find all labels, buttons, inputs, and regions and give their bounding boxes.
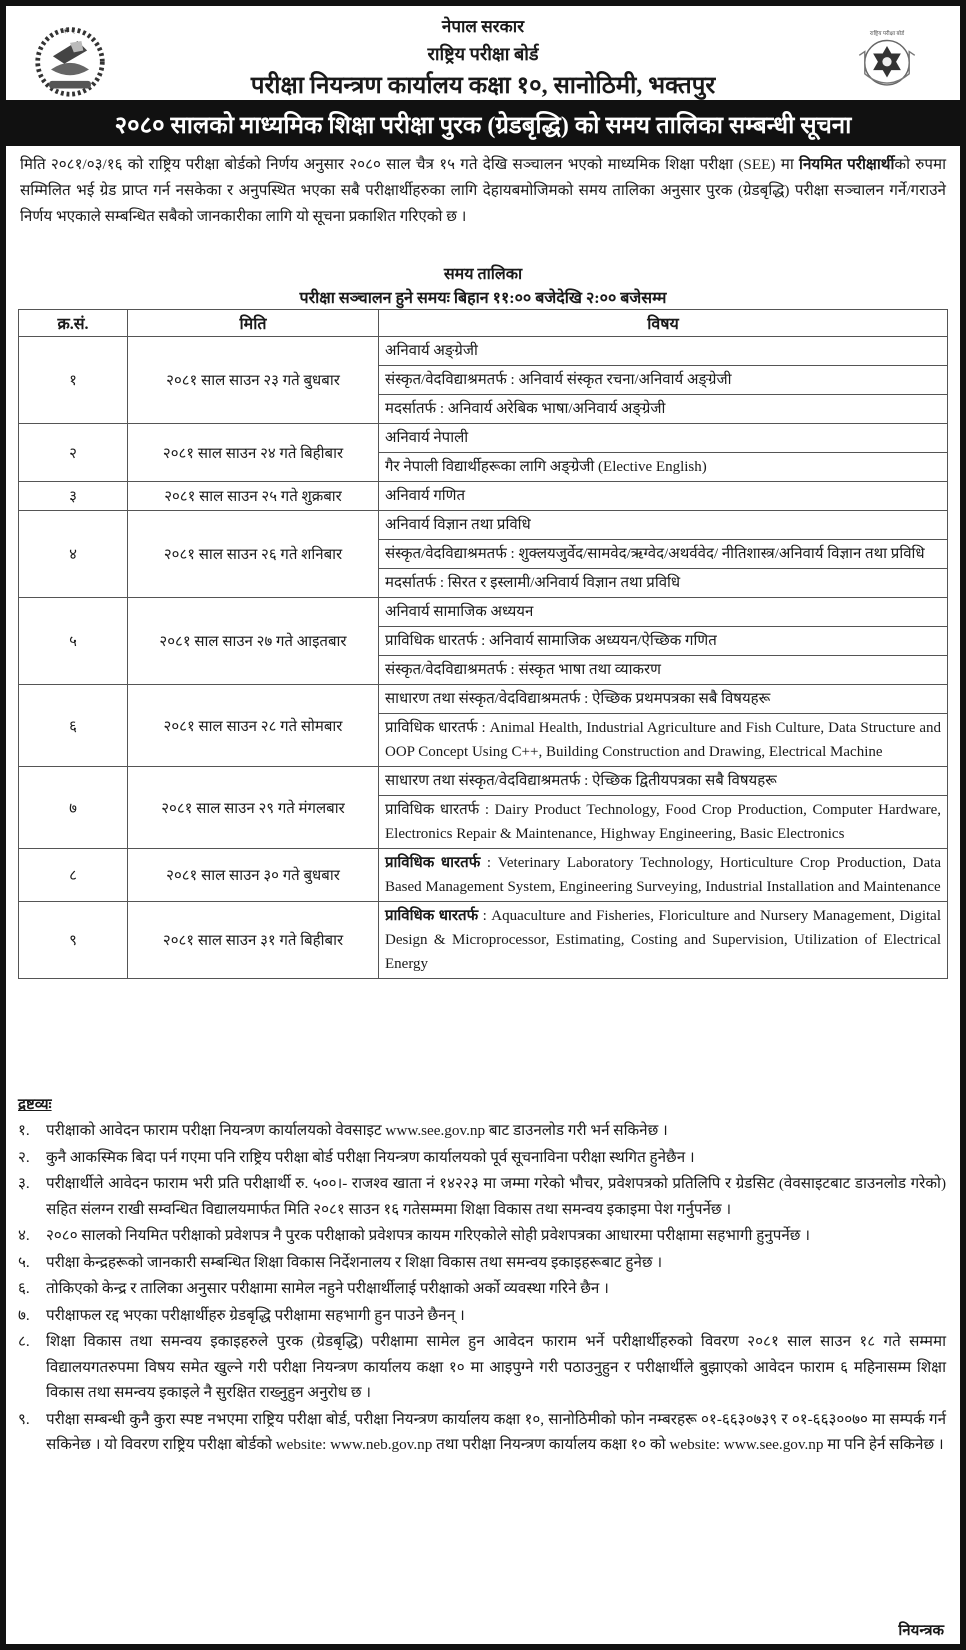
subject-text: संस्कृत/वेदविद्याश्रमतर्फ : अनिवार्य संस्कृत रचना/अनिवार्य अङ्ग्रेजी [385,372,732,388]
note-item [18,1145,946,1171]
table-row [19,598,948,685]
date-cell: २०८१ साल साउन २७ गते आइतबार [128,598,379,685]
subjects-cell [379,482,948,511]
subjects-cell [379,511,948,598]
subject-item [379,796,947,848]
note-item [18,1303,946,1329]
date-cell: २०८१ साल साउन ३१ गते बिहीबार [128,902,379,979]
table-row [19,337,948,424]
table-row [19,767,948,849]
note-number: ४. [18,1227,30,1244]
note-number: ७. [18,1306,30,1324]
subject-text: गैर नेपाली विद्यार्थीहरूका लागि अङ्ग्रेजी (Elective English) [385,459,707,475]
subject-text: मदर्सातर्फ : सिरत र इस्लामी/अनिवार्य विज्ञान तथा प्रविधि [385,575,681,591]
subject-text: साधारण तथा संस्कृत/वेदविद्याश्रमतर्फ : ऐच्छिक द्वितीयपत्रका सबै विषयहरू [385,773,777,789]
table-row [19,511,948,598]
date-cell: २०८१ साल साउन २३ गते बुधबार [128,337,379,424]
subject-text: प्राविधिक धारतर्फ : Animal Health, Industrial Agriculture and Fish Culture, Data Structure and OOP Concept Using C++, Building Construction and Drawing, Electrical Machine [385,720,941,760]
subject-text: साधारण तथा संस्कृत/वेदविद्याश्रमतर्फ : ऐच्छिक प्रथमपत्रका सबै विषयहरू [385,691,771,707]
subjects-cell [379,767,948,849]
subject-item [379,511,947,540]
stream-label: प्राविधिक धारतर्फ [385,855,481,871]
note-number: ६. [18,1280,30,1297]
date-cell: २०८१ साल साउन ३० गते बुधबार [128,849,379,902]
note-item [18,1329,946,1406]
subject-text: अनिवार्य नेपाली [385,430,469,446]
note-number: ८. [18,1333,30,1350]
subject-text: संस्कृत/वेदविद्याश्रमतर्फ : संस्कृत भाषा तथा व्याकरण [385,662,661,678]
svg-text:☀ ☾: ☀ ☾ [62,26,78,36]
subject-text: अनिवार्य गणित [385,488,466,504]
note-text: शिक्षा विकास तथा समन्वय इकाइहरुले पुरक (ग्रेडबृद्धि) परीक्षामा सामेल हुन आवेदन फाराम भर्ने परीक्षार्थीहरुको विवरण २०८१ साल साउन १८ गते सम्ममा विद्यालयगतरुपमा विषय समेत खुल्ने गरी परीक्षा नियन्त्रण कार्यालय कक्षा १० मा आइपुग्ने गरी पठाउनुहुन र परीक्षार्थीले बुझाएको आवेदन फाराम ६ महिनासम्म शिक्षा विकास तथा समन्वय इकाइले नै सुरक्षित राख्नुहुन अनुरोध छ । [46,1333,946,1401]
subjects-cell [379,598,948,685]
subjects-cell [379,902,948,979]
note-number: ३. [18,1175,30,1192]
subject-text: : Veterinary Laboratory Technology, Horticulture Crop Production, Data Based Management System, Engineering Surveying, Industrial Installation and Maintenance [385,855,941,895]
serial-number-cell: ८ [19,849,128,902]
subject-item [379,366,947,395]
note-item [18,1276,946,1302]
subject-item [379,453,947,481]
subjects-cell [379,337,948,424]
subject-item [379,627,947,656]
subject-item [379,337,947,366]
subject-text: अनिवार्य सामाजिक अध्ययन [385,604,534,620]
notes-heading: द्रष्टव्यः [18,1097,52,1113]
note-text: कुनै आकस्मिक बिदा पर्न गएमा पनि राष्ट्रिय परीक्षा बोर्ड परीक्षा नियन्त्रण कार्यालयको पूर्व सूचनाविना परीक्षा स्थगित हुनेछैन । [46,1148,695,1166]
note-number: ९. [18,1410,30,1428]
subject-text: प्राविधिक धारतर्फ : अनिवार्य सामाजिक अध्ययन/ऐच्छिक गणित [385,633,717,649]
table-row [19,482,948,511]
letterhead [6,6,960,100]
signature-controller: नियन्त्रक [898,1623,944,1639]
note-number: ५. [18,1253,30,1271]
date-cell: २०८१ साल साउन २८ गते सोमबार [128,685,379,767]
exam-time: परीक्षा सञ्चालन हुने समयः बिहान ११:०० बजेदेखि २:०० बजेसम्म [299,290,667,307]
subject-item [379,395,947,423]
board-name: राष्ट्रिय परीक्षा बोर्ड [427,44,539,64]
note-text: २०८० सालको नियमित परीक्षाको प्रवेशपत्र नै पुरक परीक्षाको प्रवेशपत्र कायम गरिएकोले सोही प्रवेशपत्रका आधारमा परीक्षामा सहभागी हुनुपर्नेछ । [46,1227,810,1244]
subjects-cell [379,849,948,902]
serial-number-cell: ४ [19,511,128,598]
subject-item [379,656,947,684]
subject-item [379,482,947,510]
seal-text: राष्ट्रिय परीक्षा बोर्ड [869,30,905,37]
subjects-cell [379,685,948,767]
note-text: तोकिएको केन्द्र र तालिका अनुसार परीक्षामा सामेल नहुने परीक्षार्थीलाई परीक्षाको अर्को व्यवस्था गरिने छैन । [46,1280,609,1297]
subject-item [379,849,947,901]
subject-item [379,685,947,714]
stream-label: प्राविधिक धारतर्फ [385,908,479,924]
subject-text: मदर्सातर्फ : अनिवार्य अरेबिक भाषा/अनिवार्य अङ्ग्रेजी [385,401,666,417]
note-number: १. [18,1122,30,1139]
note-text: परीक्षाफल रद्द भएका परीक्षार्थीहरु ग्रेडबृद्धि परीक्षामा सहभागी हुन पाउने छैनन् । [46,1306,465,1324]
table-row [19,424,948,482]
column-header-date: मिति [128,310,379,337]
subject-text: अनिवार्य विज्ञान तथा प्रविधि [385,517,531,533]
date-cell: २०८१ साल साउन २४ गते बिहीबार [128,424,379,482]
note-item [18,1171,946,1222]
note-item [18,1118,946,1144]
intro-paragraph [20,152,946,230]
notes-list [18,1118,946,1459]
notice-title: २०८० सालको माध्यमिक शिक्षा परीक्षा पुरक (ग्रेडबृद्धि) को समय तालिका सम्बन्धी सूचना [6,100,960,146]
schedule-table [18,309,948,979]
subject-item [379,540,947,569]
note-item [18,1250,946,1276]
subject-text: प्राविधिक धारतर्फ : Dairy Product Technology, Food Crop Production, Computer Hardware, Electronics Repair & Maintenance, Highway Engineering, Basic Electronics [385,802,941,842]
table-row [19,849,948,902]
date-cell: २०८१ साल साउन २६ गते शनिबार [128,511,379,598]
serial-number-cell: ५ [19,598,128,685]
column-header-sn: क्र.सं. [19,310,128,337]
intro-text-1: मिति २०८१/०३/१६ को राष्ट्रिय परीक्षा बोर्डको निर्णय अनुसार २०८० साल चैत्र १५ गते देखि सञ्चालन भएको माध्यमिक शिक्षा परीक्षा (SEE) मा [20,156,800,173]
date-cell: २०८१ साल साउन २५ गते शुक्रबार [128,482,379,511]
table-row [19,685,948,767]
subject-item [379,767,947,796]
note-text: परीक्षार्थीले आवेदन फाराम भरी प्रति परीक्षार्थी रु. ५००।- राजश्व खाता नं १४२२३ मा जम्मा गरेको भौचर, प्रवेशपत्रको प्रतिलिपि र ग्रेडसिट (वेवसाइटबाट डाउनलोड गरेको) सहित संलग्न राखी सम्वन्धित विद्यालयमार्फत मिति २०८१ साउन १६ गतेसम्ममा शिक्षा विकास तथा समन्वय इकाइमा पेश गर्नुपर्नेछ । [46,1175,946,1218]
subject-item [379,424,947,453]
subject-text: संस्कृत/वेदविद्याश्रमतर्फ : शुक्लयजुर्वेद/सामवेद/ऋग्वेद/अथर्ववेद/ नीतिशास्त्र/अनिवार्य विज्ञान तथा प्रविधि [385,546,925,562]
note-number: २. [18,1148,30,1166]
table-row [19,902,948,979]
column-header-subject: विषय [379,310,948,337]
note-text: परीक्षा सम्बन्धी कुनै कुरा स्पष्ट नभएमा राष्ट्रिय परीक्षा बोर्ड, परीक्षा नियन्त्रण कार्यालय कक्षा १०, सानोठिमीको फोन नम्बरहरू ०१-६६३०७३९ र ०१-६६३००७० मा सम्पर्क गर्न सकिनेछ । यो विवरण राष्ट्रिय परीक्षा बोर्डको website: www.neb.gov.np तथा परीक्षा नियन्त्रण कार्यालय कक्षा १० को website: www.see.gov.np मा पनि हेर्न सकिनेछ । [46,1410,946,1453]
subject-text: अनिवार्य अङ्ग्रेजी [385,343,478,359]
note-text: परीक्षा केन्द्रहरूको जानकारी सम्बन्धित शिक्षा विकास निर्देशनालय र शिक्षा विकास तथा समन्वय इकाइहरूबाट हुनेछ । [46,1253,663,1271]
intro-bold-text: नियमित परीक्षार्थी [799,156,895,173]
subject-text: : Aquaculture and Fisheries, Floriculture and Nursery Management, Digital Design & Microprocessor, Estimating, Costing and Supervision, Utilization of Electrical Energy [385,908,941,972]
note-item [18,1223,946,1249]
note-item [18,1407,946,1458]
serial-number-cell: ६ [19,685,128,767]
serial-number-cell: ७ [19,767,128,849]
serial-number-cell: १ [19,337,128,424]
government-name: नेपाल सरकार [441,17,525,36]
date-cell: २०८१ साल साउन २९ गते मंगलबार [128,767,379,849]
serial-number-cell: ९ [19,902,128,979]
serial-number-cell: ३ [19,482,128,511]
subject-item [379,714,947,766]
subjects-cell [379,424,948,482]
serial-number-cell: २ [19,424,128,482]
office-name: परीक्षा नियन्त्रण कार्यालय कक्षा १०, सानोठिमी, भक्तपुर [250,73,716,99]
intro-text-2: को रुपमा सम्मिलित भई ग्रेड प्राप्त गर्न नसकेका र अनुपस्थित भएका सबै परीक्षार्थीहरुका लागि देहायबमोजिमको समय तालिका अनुसार पुरक (ग्रेडबृद्धि) परीक्षा सञ्चालन गर्ने/गराउने निर्णय भएकाले सम्बन्धित सबैको जानकारीका लागि यो सूचना प्रकाशित गरिएको छ । [20,156,947,225]
subject-item [379,902,947,978]
subject-item [379,569,947,597]
national-examinations-board-seal-icon [850,22,924,96]
schedule-title: समय तालिका [443,266,523,283]
note-text: परीक्षाको आवेदन फाराम परीक्षा नियन्त्रण कार्यालयको वेवसाइट www.see.gov.np बाट डाउनलोड गरी भर्न सकिनेछ । [46,1122,668,1139]
subject-item [379,598,947,627]
table-header-row [19,310,948,337]
